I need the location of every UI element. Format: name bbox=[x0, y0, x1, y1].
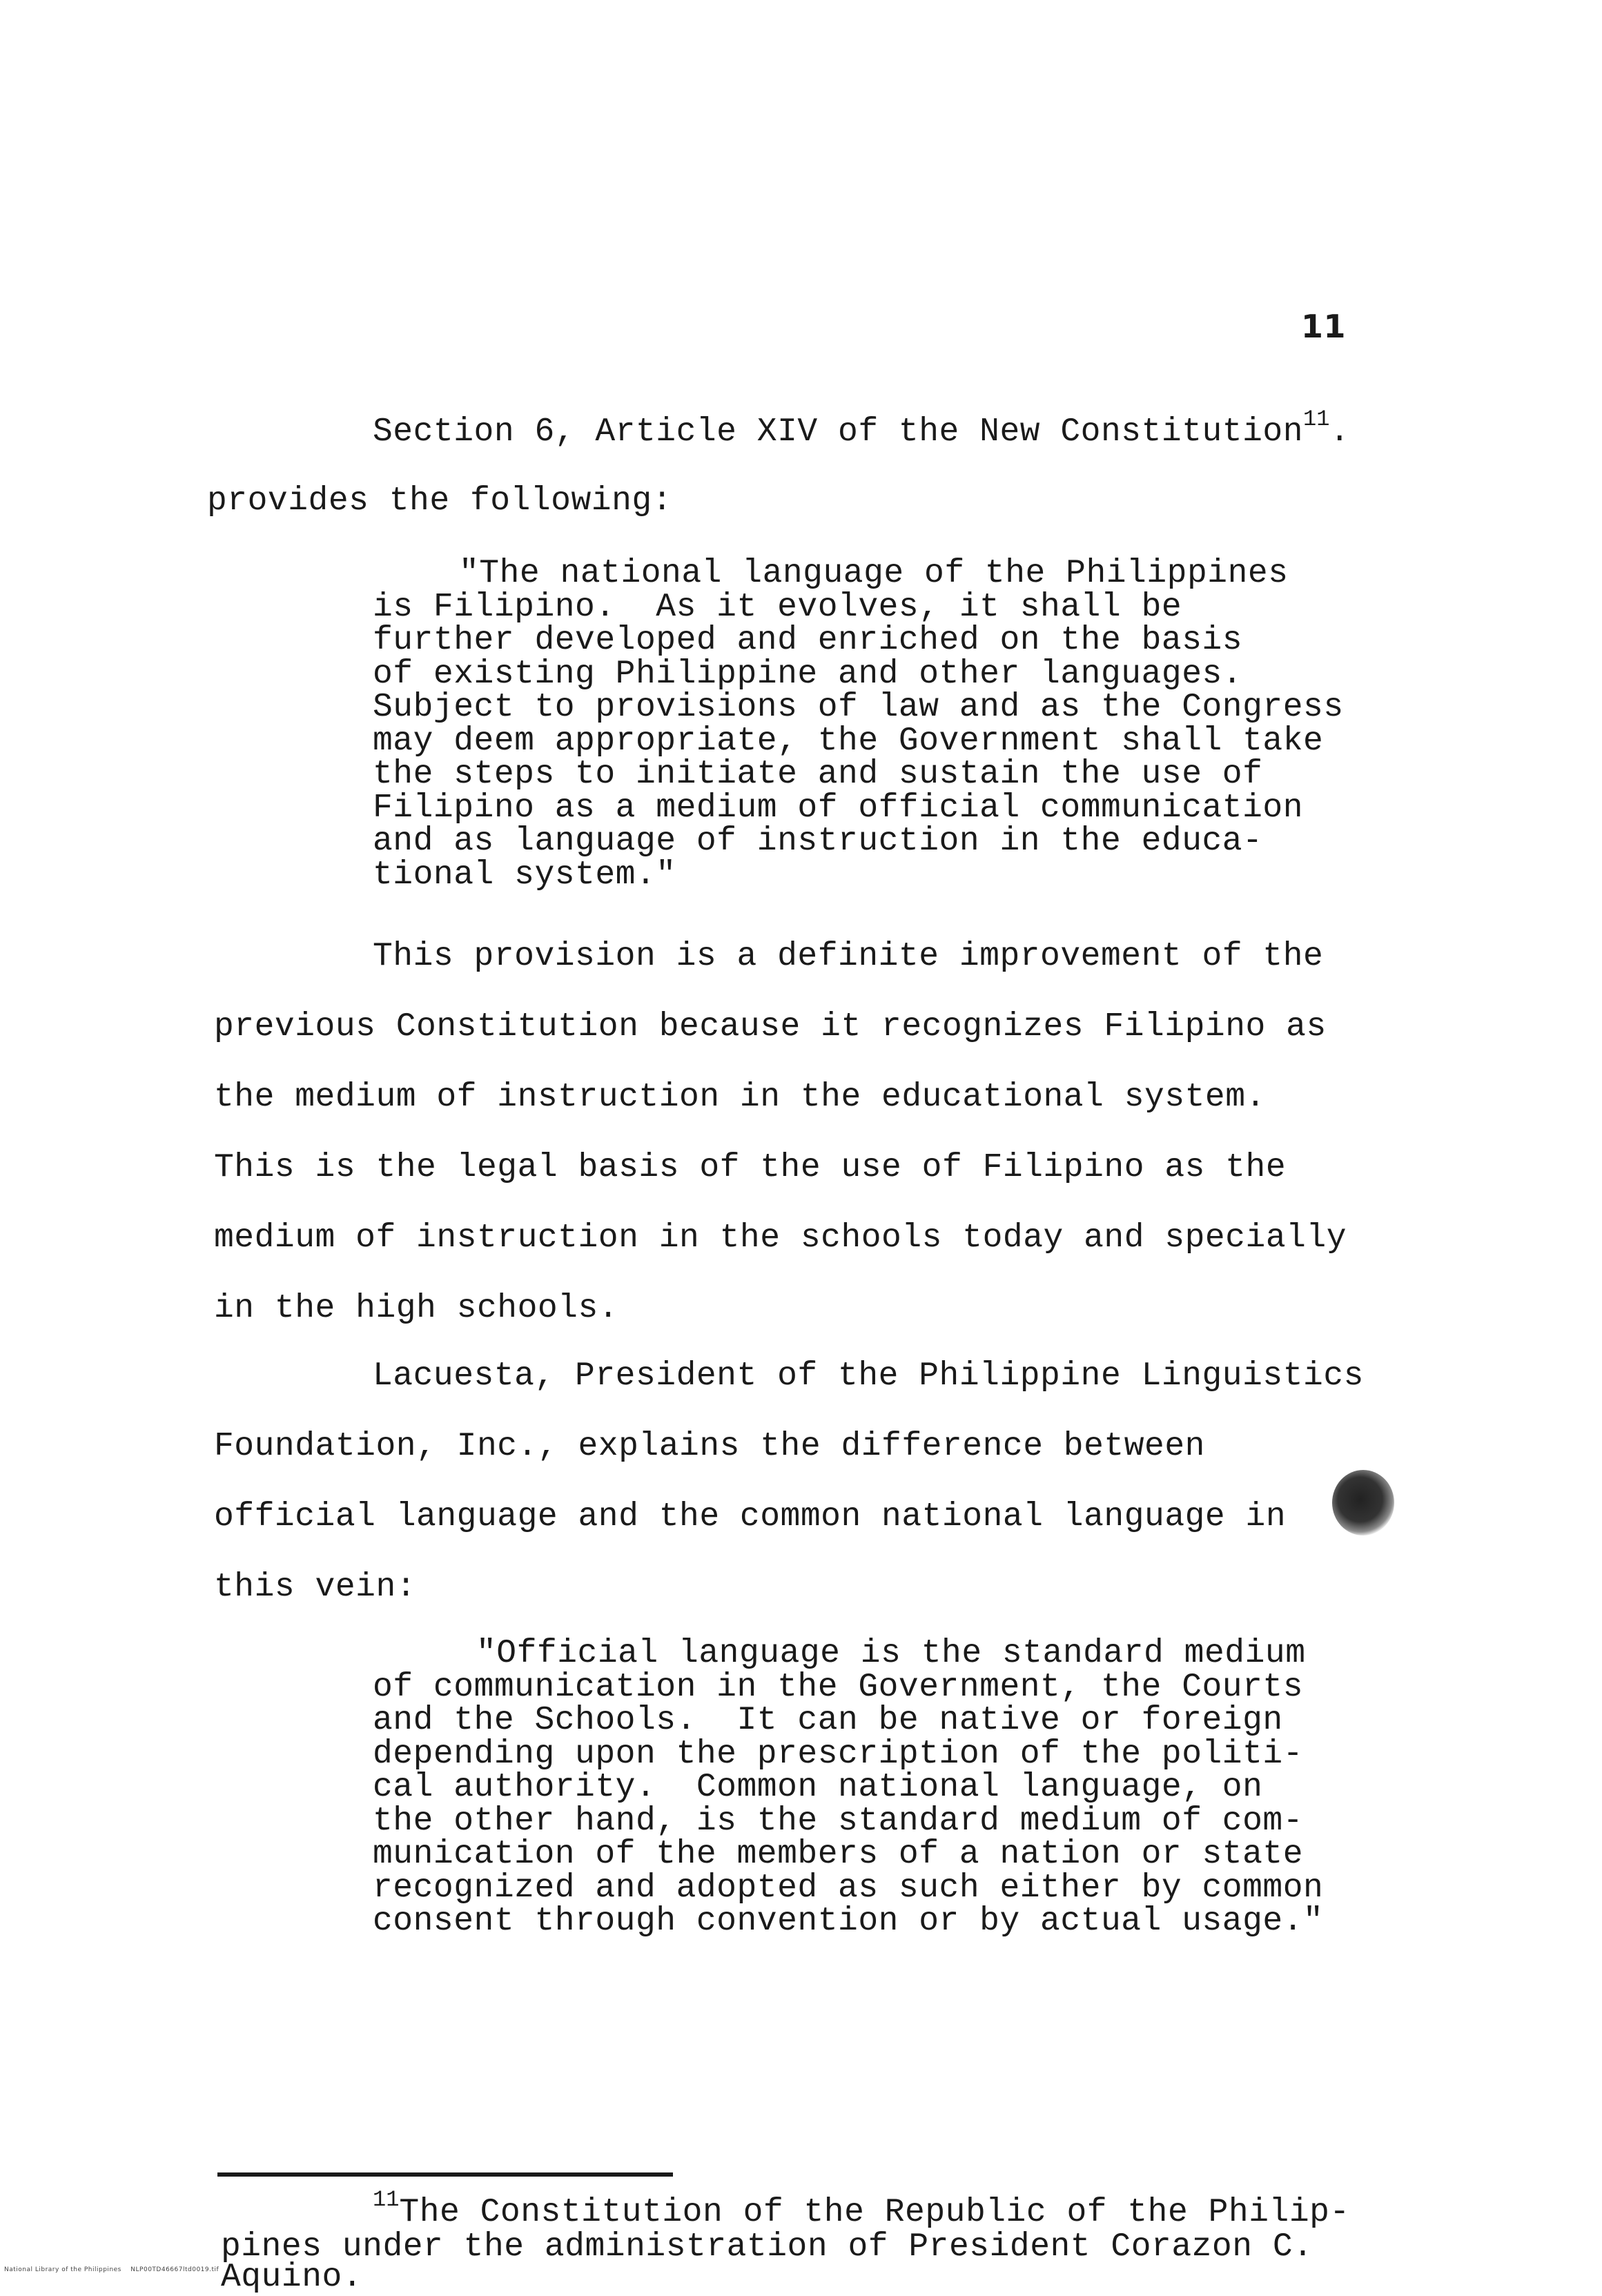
paragraph-line: the medium of instruction in the educational system. bbox=[214, 1079, 1266, 1116]
quote-line: and as language of instruction in the educa- bbox=[373, 823, 1263, 860]
scan-source-tag: National Library of the Philippines NLP00TD46667ltd0019.tif bbox=[4, 2266, 219, 2273]
quote-line: consent through convention or by actual usage." bbox=[373, 1903, 1324, 1940]
paragraph-line: official language and the common national language in bbox=[214, 1498, 1287, 1535]
quote-line: of existing Philippine and other languages. bbox=[373, 655, 1243, 693]
quote-line: Filipino as a medium of official communication bbox=[373, 789, 1304, 827]
quote-line: the other hand, is the standard medium of com- bbox=[373, 1802, 1304, 1840]
paragraph-line: This is the legal basis of the use of Filipino as the bbox=[214, 1149, 1287, 1186]
quote-line: further developed and enriched on the basis bbox=[373, 622, 1243, 659]
quote-line: "The national language of the Philippines bbox=[459, 555, 1289, 592]
quote-line: depending upon the prescription of the politi- bbox=[373, 1735, 1304, 1773]
footnote-line-2: pines under the administration of President Corazon C. bbox=[221, 2228, 1313, 2266]
footnote-line-1 bbox=[373, 2187, 1350, 2233]
footnote-marker: 11 bbox=[373, 2187, 400, 2212]
quote-line: is Filipino. As it evolves, it shall be bbox=[373, 588, 1182, 626]
quote-line: cal authority. Common national language, on bbox=[373, 1769, 1263, 1806]
paragraph-line: previous Constitution because it recognizes Filipino as bbox=[214, 1008, 1327, 1046]
quote-line: "Official language is the standard medium bbox=[476, 1635, 1306, 1672]
quote-line: recognized and adopted as such either by common bbox=[373, 1869, 1324, 1907]
quote-line: and the Schools. It can be native or foreign bbox=[373, 1702, 1283, 1739]
page-number: 11 bbox=[1301, 308, 1347, 345]
footnote-line-3: Aquino. bbox=[221, 2259, 363, 2296]
ink-smudge bbox=[1332, 1470, 1394, 1535]
paragraph-line: this vein: bbox=[214, 1569, 417, 1606]
quote-line: of communication in the Government, the Courts bbox=[373, 1668, 1304, 1706]
paragraph-line: medium of instruction in the schools today and specially bbox=[214, 1219, 1347, 1257]
paragraph-line: Lacuesta, President of the Philippine Linguistics bbox=[373, 1357, 1364, 1395]
intro-tail: . bbox=[1329, 413, 1350, 451]
paragraph-line: This provision is a definite improvement of the bbox=[373, 938, 1324, 975]
intro-text: Section 6, Article XIV of the New Constitution bbox=[373, 413, 1304, 451]
intro-line-2: provides the following: bbox=[207, 482, 673, 520]
paragraph-line: in the high schools. bbox=[214, 1290, 619, 1327]
footnote-reference: 11 bbox=[1303, 406, 1330, 432]
footnote-text-1: The Constitution of the Republic of the Philip- bbox=[399, 2194, 1350, 2231]
paragraph-line: Foundation, Inc., explains the difference between bbox=[214, 1428, 1205, 1465]
quote-line: munication of the members of a nation or state bbox=[373, 1836, 1304, 1873]
quote-line: the steps to initiate and sustain the use of bbox=[373, 756, 1263, 793]
footnote-divider bbox=[217, 2172, 673, 2177]
quote-line: may deem appropriate, the Government shall take bbox=[373, 722, 1324, 760]
quote-line: tional system." bbox=[373, 856, 676, 894]
quote-line: Subject to provisions of law and as the Congress bbox=[373, 689, 1344, 726]
intro-line-1 bbox=[373, 406, 1350, 453]
